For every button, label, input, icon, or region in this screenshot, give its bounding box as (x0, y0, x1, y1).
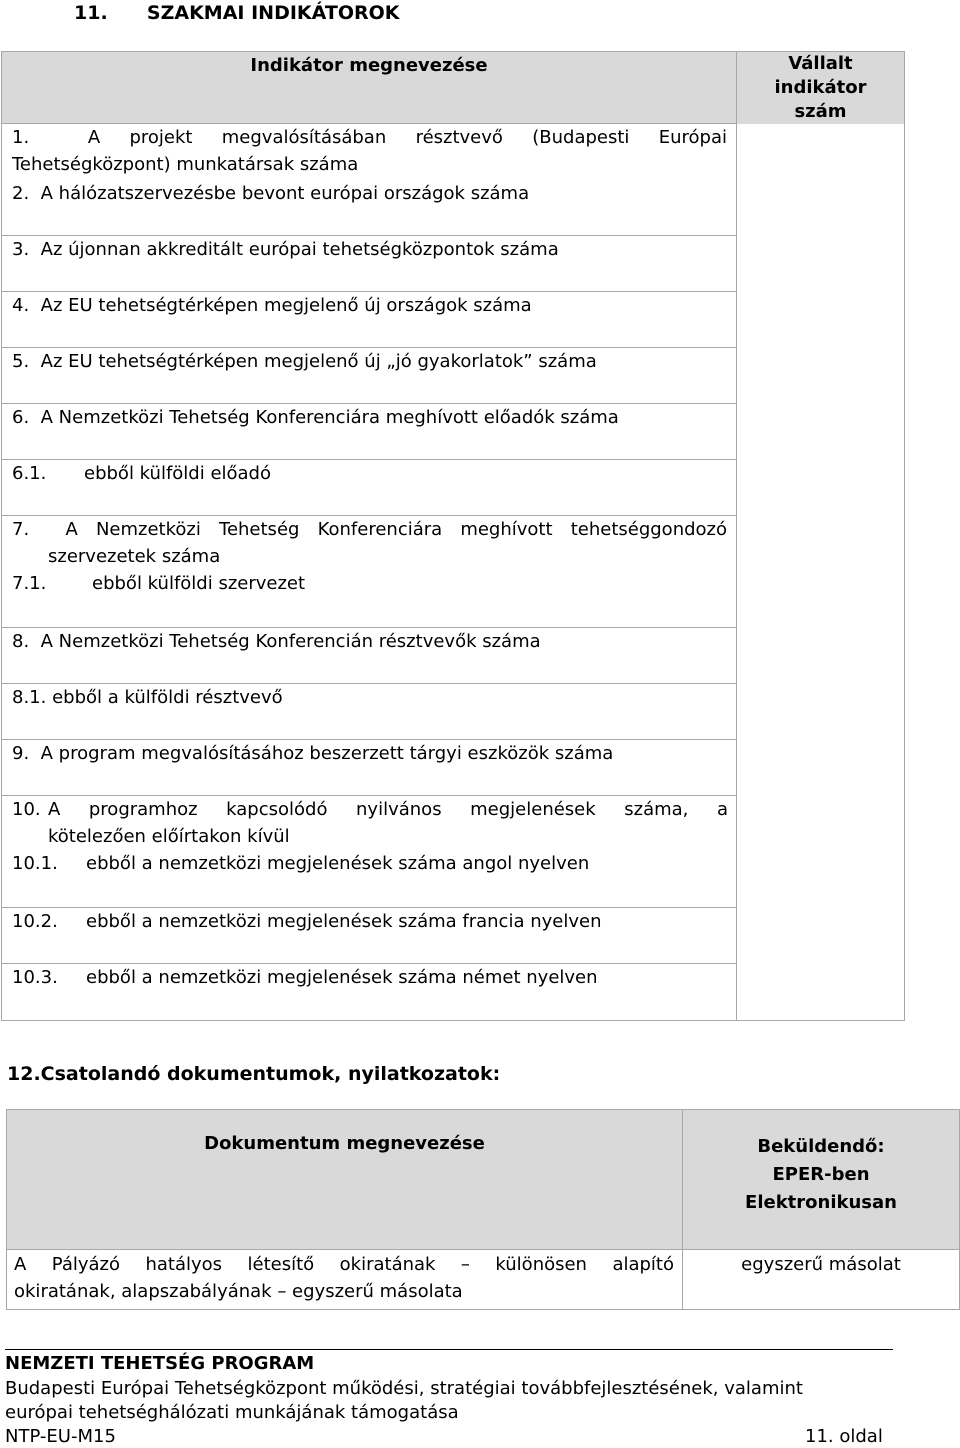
row-4-text: Az EU tehetségtérképen megjelenő új országok száma (40, 295, 532, 316)
table-row: 6. A Nemzetközi Tehetség Konferenciára meghívott előadók száma (2, 404, 905, 460)
footer-program: NEMZETI TEHETSÉG PROGRAM (5, 1353, 315, 1374)
row-7-1-text: ebből külföldi szervezet (92, 573, 306, 594)
indicator-value-column (737, 52, 905, 1021)
table-row: 5. Az EU tehetségtérképen megjelenő új „jó gyakorlatok” száma (2, 348, 905, 404)
indicator-table (1, 51, 905, 1021)
table-row: 10. A programhoz kapcsolódó nyilvános megjelenések száma, a kötelezően előírtakon kívül 10.1. ebből a nemzetközi megjelenések száma angol nyelven (2, 796, 905, 908)
table-row: 7. A Nemzetközi Tehetség Konferenciára meghívott tehetséggondozó szervezetek száma 7.1. ebből külföldi szervezet (2, 516, 905, 628)
footer-divider (5, 1349, 893, 1350)
documents-table (6, 1109, 960, 1310)
row-10-2-text: ebből a nemzetközi megjelenések száma francia nyelven (86, 911, 602, 932)
section-11-number: 11. (74, 2, 108, 24)
document-submission-header: Beküldendő: EPER-ben Elektronikusan (683, 1110, 960, 1250)
table-row: 8.1. ebből a külföldi résztvevő (2, 684, 905, 740)
indicator-table-header (2, 52, 905, 124)
table-row (7, 1250, 960, 1310)
footer-line-2: európai tehetséghálózati munkájának támogatása (5, 1402, 459, 1423)
footer-page-number: 11. oldal (805, 1426, 883, 1447)
section-11-heading (74, 2, 400, 24)
table-row: 3. Az újonnan akkreditált európai tehetségközpontok száma (2, 236, 905, 292)
section-12-title: 12.Csatolandó dokumentumok, nyilatkozatok: (7, 1063, 501, 1085)
document-name-header: Dokumentum megnevezése (7, 1110, 683, 1250)
row-2-text: A hálózatszervezésbe bevont európai országok száma (40, 182, 530, 204)
row-1-text: A projekt megvalósításában résztvevő (Budapesti Európai (87, 127, 727, 148)
document-text-line-1: A Pályázó hatályos létesítő okiratának – különösen alapító (14, 1254, 674, 1275)
indicator-value-header: Vállalt indikátor szám (737, 52, 904, 124)
row-10-1-text: ebből a nemzetközi megjelenések száma angol nyelven (86, 853, 590, 874)
footer-line-1: Budapesti Európai Tehetségközpont működési, stratégiai továbbfejlesztésének, valamint (5, 1378, 803, 1399)
row-8-text: A Nemzetközi Tehetség Konferencián résztvevők száma (40, 631, 541, 652)
table-row: 10.3. ebből a nemzetközi megjelenések száma német nyelven (2, 964, 905, 1021)
row-5-text: Az EU tehetségtérképen megjelenő új „jó gyakorlatok” száma (40, 351, 597, 372)
row-7-text-cont: szervezetek száma (48, 546, 221, 567)
table-row: 8. A Nemzetközi Tehetség Konferencián résztvevők száma (2, 628, 905, 684)
documents-table-header (7, 1110, 960, 1250)
document-submission-value: egyszerű másolat (741, 1254, 901, 1275)
row-6-text: A Nemzetközi Tehetség Konferenciára meghívott előadók száma (40, 407, 619, 428)
table-row: 2. A hálózatszervezésbe bevont európai országok száma (2, 180, 905, 236)
row-9-text: A program megvalósításához beszerzett tárgyi eszközök száma (40, 743, 614, 764)
table-row: 9. A program megvalósításához beszerzett tárgyi eszközök száma (2, 740, 905, 796)
row-6-1-text: ebből külföldi előadó (84, 463, 271, 484)
indicator-name-header: Indikátor megnevezése (2, 52, 737, 124)
table-row: 4. Az EU tehetségtérképen megjelenő új országok száma (2, 292, 905, 348)
table-row: 10.2. ebből a nemzetközi megjelenések száma francia nyelven (2, 908, 905, 964)
row-3-text: Az újonnan akkreditált európai tehetségközpontok száma (40, 239, 559, 260)
row-10-3-text: ebből a nemzetközi megjelenések száma német nyelven (86, 967, 598, 988)
section-11-title: SZAKMAI INDIKÁTOROK (146, 2, 400, 24)
row-1-text-cont: Tehetségközpont) munkatársak száma (12, 154, 359, 175)
row-1-number: 1. (12, 127, 30, 148)
row-10-text: A programhoz kapcsolódó nyilvános megjelenések száma, a (48, 799, 728, 820)
row-10-text-cont: kötelezően előírtakon kívül (48, 826, 290, 847)
row-7-text: A Nemzetközi Tehetség Konferenciára meghívott tehetséggondozó (65, 519, 727, 540)
table-row: 6.1. ebből külföldi előadó (2, 460, 905, 516)
footer-code: NTP-EU-M15 (5, 1426, 116, 1447)
row-8-1-text: ebből a külföldi résztvevő (52, 687, 283, 708)
document-text-line-2: okiratának, alapszabályának – egyszerű másolata (14, 1281, 463, 1302)
